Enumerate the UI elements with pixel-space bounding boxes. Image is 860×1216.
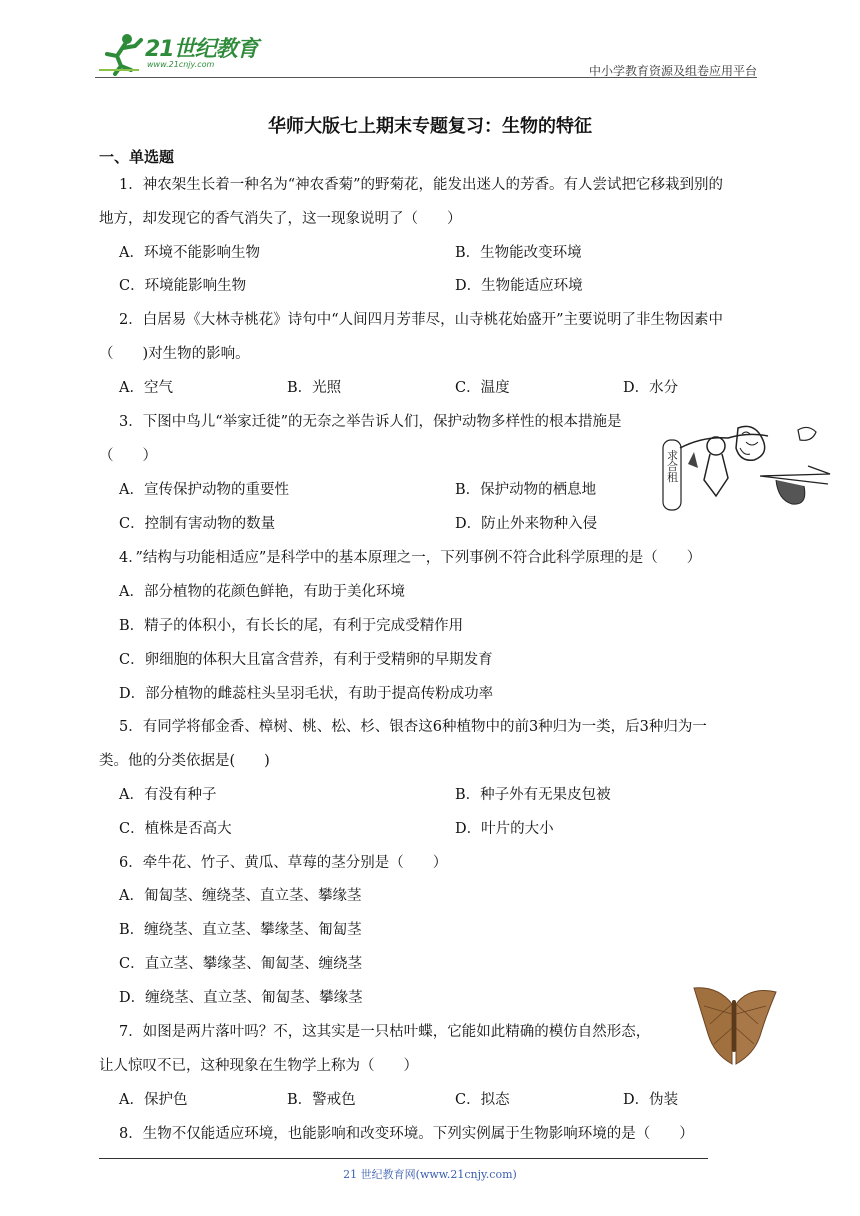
question-7-line-2: 让人惊叹不已，这种现象在生物学上称为（ ）: [99, 1058, 418, 1074]
question-7-option-d[interactable]: D．伪装: [623, 1092, 679, 1108]
question-4-option-c[interactable]: C．卵细胞的体积大且富含营养，有利于受精卵的早期发育: [119, 652, 493, 668]
question-5-option-c[interactable]: C．植株是否高大: [119, 821, 232, 837]
question-7-option-a[interactable]: A．保护色: [119, 1092, 188, 1108]
dead-leaf-butterfly-photo: [688, 984, 780, 1070]
footer-divider: [99, 1158, 708, 1159]
question-5-line-1: 5．有同学将郁金香、樟树、桃、松、杉、银杏这6种植物中的前3种归为一类，后3种归为一: [119, 719, 707, 735]
question-3-option-c[interactable]: C．控制有害动物的数量: [119, 516, 276, 532]
for-rent-sign: 求合租: [665, 449, 679, 483]
question-1-option-c[interactable]: C．环境能影响生物: [119, 278, 247, 294]
question-1-option-b[interactable]: B．生物能改变环境: [455, 245, 582, 261]
question-3-line-2: （ ）: [99, 448, 157, 464]
question-7-option-c[interactable]: C．拟态: [455, 1092, 510, 1108]
platform-name: 中小学教育资源及组卷应用平台: [588, 64, 757, 78]
question-2-option-d[interactable]: D．水分: [623, 380, 679, 396]
question-8-line-1: 8．生物不仅能适应环境，也能影响和改变环境。下列实例属于生物影响环境的是（ ）: [119, 1126, 694, 1142]
question-1-line-1: 1．神农架生长着一种名为“神农香菊”的野菊花，能发出迷人的芳香。有人尝试把它移栽到别的: [119, 177, 724, 193]
question-5-option-b[interactable]: B．种子外有无果皮包被: [455, 787, 611, 803]
question-2-line-1: 2．白居易《大林寺桃花》诗句中“人间四月芳菲尽，山寺桃花始盛开”主要说明了非生物因素中: [119, 312, 724, 328]
bird-migration-cartoon: [658, 418, 833, 516]
runner-icon: [95, 30, 145, 76]
question-2-option-b[interactable]: B．光照: [287, 380, 342, 396]
page-header: [95, 30, 757, 78]
question-1-option-a[interactable]: A．环境不能影响生物: [119, 245, 260, 261]
question-6-option-b[interactable]: B．缠绕茎、直立茎、攀缘茎、匍匐茎: [119, 922, 362, 938]
logo-url: www.21cnjy.com: [147, 60, 215, 69]
question-7-line-1: 7．如图是两片落叶吗？不，这其实是一只枯叶蝶，它能如此精确的模仿自然形态，: [119, 1024, 651, 1040]
question-5-option-a[interactable]: A．有没有种子: [119, 787, 217, 803]
question-4-line-1: 4．”结构与功能相适应”是科学中的基本原理之一，下列事例不符合此科学原理的是（ ）: [119, 550, 702, 566]
page-title: 华师大版七上期末专题复习：生物的特征: [268, 116, 592, 137]
question-6-line-1: 6．牵牛花、竹子、黄瓜、草莓的茎分别是（ ）: [119, 855, 448, 871]
question-4-option-b[interactable]: B．精子的体积小，有长长的尾，有利于完成受精作用: [119, 618, 464, 634]
question-5-option-d[interactable]: D．叶片的大小: [455, 821, 554, 837]
footer-text[interactable]: 21 世纪教育网(www.21cnjy.com): [343, 1168, 517, 1181]
question-4-option-a[interactable]: A．部分植物的花颜色鲜艳，有助于美化环境: [119, 584, 405, 600]
question-6-option-a[interactable]: A．匍匐茎、缠绕茎、直立茎、攀缘茎: [119, 888, 362, 904]
question-3-option-a[interactable]: A．宣传保护动物的重要性: [119, 482, 289, 498]
logo-text: 21世纪教育: [145, 37, 258, 62]
section-heading: 一、单选题: [99, 148, 175, 166]
question-6-option-c[interactable]: C．直立茎、攀缘茎、匍匐茎、缠绕茎: [119, 956, 363, 972]
question-3-option-d[interactable]: D．防止外来物种入侵: [455, 516, 598, 532]
question-4-option-d[interactable]: D．部分植物的雌蕊柱头呈羽毛状，有助于提高传粉成功率: [119, 686, 494, 702]
question-2-line-2: （ )对生物的影响。: [99, 346, 250, 362]
question-7-option-b[interactable]: B．警戒色: [287, 1092, 356, 1108]
question-5-line-2: 类。他的分类依据是( ): [99, 753, 270, 769]
question-1-line-2: 地方，却发现它的香气消失了，这一现象说明了（ ）: [99, 211, 462, 227]
question-6-option-d[interactable]: D．缠绕茎、直立茎、匍匐茎、攀缘茎: [119, 990, 363, 1006]
site-logo: [95, 30, 265, 76]
question-3-line-1: 3．下图中鸟儿“举家迁徙”的无奈之举告诉人们，保护动物多样性的根本措施是: [119, 414, 622, 430]
header-divider: [95, 77, 757, 78]
question-2-option-a[interactable]: A．空气: [119, 380, 173, 396]
question-2-option-c[interactable]: C．温度: [455, 380, 510, 396]
question-1-option-d[interactable]: D．生物能适应环境: [455, 278, 583, 294]
question-3-option-b[interactable]: B．保护动物的栖息地: [455, 482, 597, 498]
